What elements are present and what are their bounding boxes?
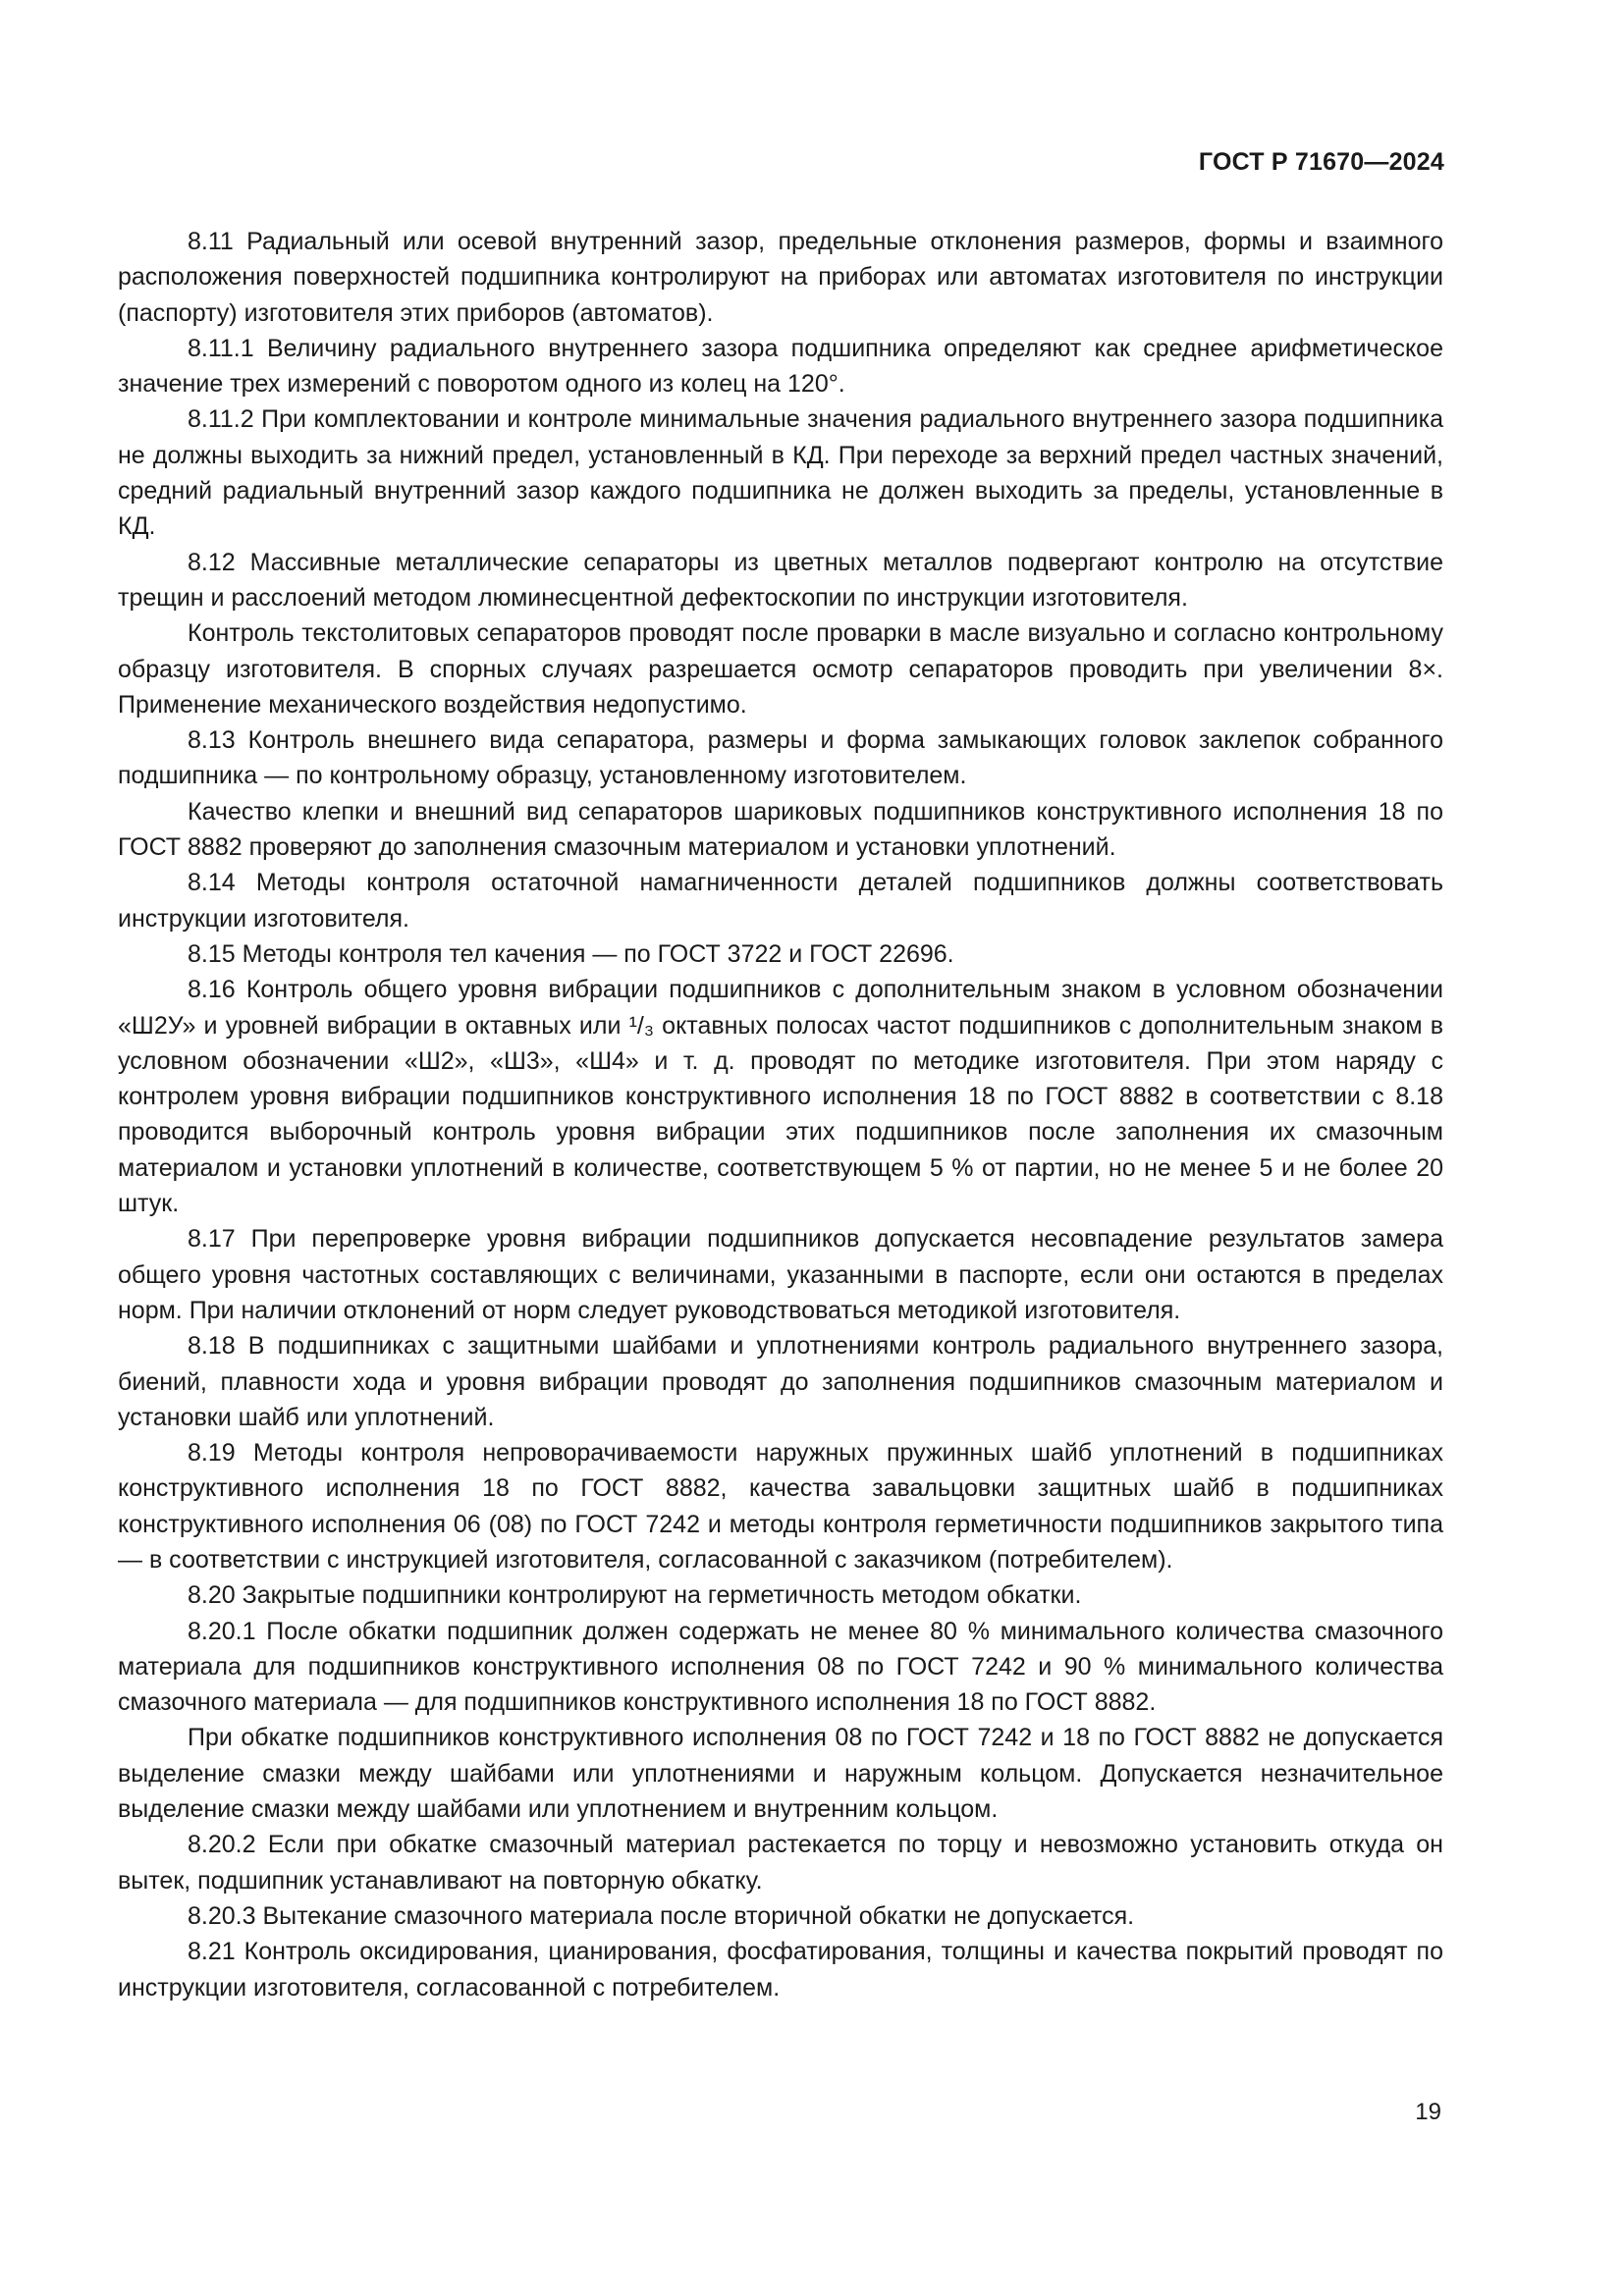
paragraph-8-13-riveting: Качество клепки и внешний вид сепараторов шариковых подшипников конструктивного исполнения 18 по ГОСТ 8882 проверяют до заполнения смазочным материалом и установки уплотнений. [118,797,1443,862]
paragraph-8-20: 8.20 Закрытые подшипники контролируют на герметичность методом обкатки. [188,1581,1082,1610]
paragraph-8-15: 8.15 Методы контроля тел качения — по ГОСТ 3722 и ГОСТ 22696. [188,939,954,968]
paragraph-8-16: 8.16 Контроль общего уровня вибрации подшипников с дополнительным знаком в условном обозначении «Ш2У» и уровней вибрации в октавных или ¹/₃ октавных полосах частот подшипников с дополнительным знаком в условном обозначении «Ш2», «Ш3», «Ш4» и т. д. проводят по методике изготовителя. При этом наряду с контролем уровня вибрации подшипников конструктивного исполнения 18 по ГОСТ 8882 в соответствии с 8.18 проводится выборочный контроль уровня вибрации этих подшипников после заполнения их смазочным материалом и установки уплотнений в количестве, соответствующем 5 % от партии, но не менее 5 и не более 20 штук. [118,976,1443,1218]
paragraph-8-21: 8.21 Контроль оксидирования, цианирования, фосфатирования, толщины и качества покрытий проводят по инструкции изготовителя, согласованной с потребителем. [118,1938,1443,2002]
paragraph-8-20-3: 8.20.3 Вытекание смазочного материала после вторичной обкатки не допускается. [188,1901,1135,1930]
paragraph-8-11-1: 8.11.1 Величину радиального внутреннего зазора подшипника определяют как среднее арифметическое значение трех измерений с поворотом одного из колец на 120°. [118,334,1443,399]
document-header: ГОСТ Р 71670—2024 [1198,148,1444,176]
paragraph-8-17: 8.17 При перепроверке уровня вибрации подшипников допускается несовпадение результатов замера общего уровня частотных составляющих с величинами, указанными в паспорте, если они остаются в пределах норм. При наличии отклонений от норм следует руководствоваться методикой изготовителя. [118,1225,1443,1324]
paragraph-8-13: 8.13 Контроль внешнего вида сепаратора, размеры и форма замыкающих головок заклепок собранного подшипника — по контрольному образцу, установленному изготовителем. [118,726,1443,790]
paragraph-8-11: 8.11 Радиальный или осевой внутренний зазор, предельные отклонения размеров, формы и взаимного расположения поверхностей подшипника контролируют на приборах или автоматах изготовителя по инструкции (паспорту) изготовителя этих приборов (автоматов). [118,228,1443,327]
paragraph-8-19: 8.19 Методы контроля непроворачиваемости наружных пружинных шайб уплотнений в подшипниках конструктивного исполнения 18 по ГОСТ 8882, качества завальцовки защитных шайб в подшипниках конструктивного исполнения 06 (08) по ГОСТ 7242 и методы контроля герметичности подшипников закрытого типа — в соответствии с инструкцией изготовителя, согласованной с заказчиком (потребителем). [118,1439,1443,1574]
page-number: 19 [1415,2099,1441,2125]
paragraph-8-12-textolite: Контроль текстолитовых сепараторов проводят после проварки в масле визуально и согласно контрольному образцу изготовителя. В спорных случаях разрешается осмотр сепараторов проводить при увеличении 8×. Применение механического воздействия недопустимо. [118,619,1443,719]
paragraph-8-20-2: 8.20.2 Если при обкатке смазочный материал растекается по торцу и невозможно установить откуда он вытек, подшипник устанавливают на повторную обкатку. [118,1831,1443,1895]
paragraph-8-18: 8.18 В подшипниках с защитными шайбами и уплотнениями контроль радиального внутреннего зазора, биений, плавности хода и уровня вибрации проводят до заполнения подшипников смазочным материалом и установки шайб или уплотнений. [118,1332,1443,1431]
document-body [118,224,1443,2005]
paragraph-8-20-1-rolling: При обкатке подшипников конструктивного исполнения 08 по ГОСТ 7242 и 18 по ГОСТ 8882 не допускается выделение смазки между шайбами или уплотнениями и наружным кольцом. Допускается незначительное выделение смазки между шайбами или уплотнением и внутренним кольцом. [118,1724,1443,1824]
paragraph-8-12: 8.12 Массивные металлические сепараторы из цветных металлов подвергают контролю на отсутствие трещин и расслоений методом люминесцентной дефектоскопии по инструкции изготовителя. [118,548,1443,612]
paragraph-8-11-2: 8.11.2 При комплектовании и контроле минимальные значения радиального внутреннего зазора подшипника не должны выходить за нижний предел, установленный в КД. При переходе за верхний предел частных значений, средний радиальный внутренний зазор каждого подшипника не должен выходить за пределы, установленные в КД. [118,405,1443,541]
paragraph-8-14: 8.14 Методы контроля остаточной намагниченности деталей подшипников должны соответствовать инструкции изготовителя. [118,869,1443,933]
paragraph-8-20-1: 8.20.1 После обкатки подшипник должен содержать не менее 80 % минимального количества смазочного материала для подшипников конструктивного исполнения 08 по ГОСТ 7242 и 90 % минимального количества смазочного материала — для подшипников конструктивного исполнения 18 по ГОСТ 8882. [118,1617,1443,1717]
